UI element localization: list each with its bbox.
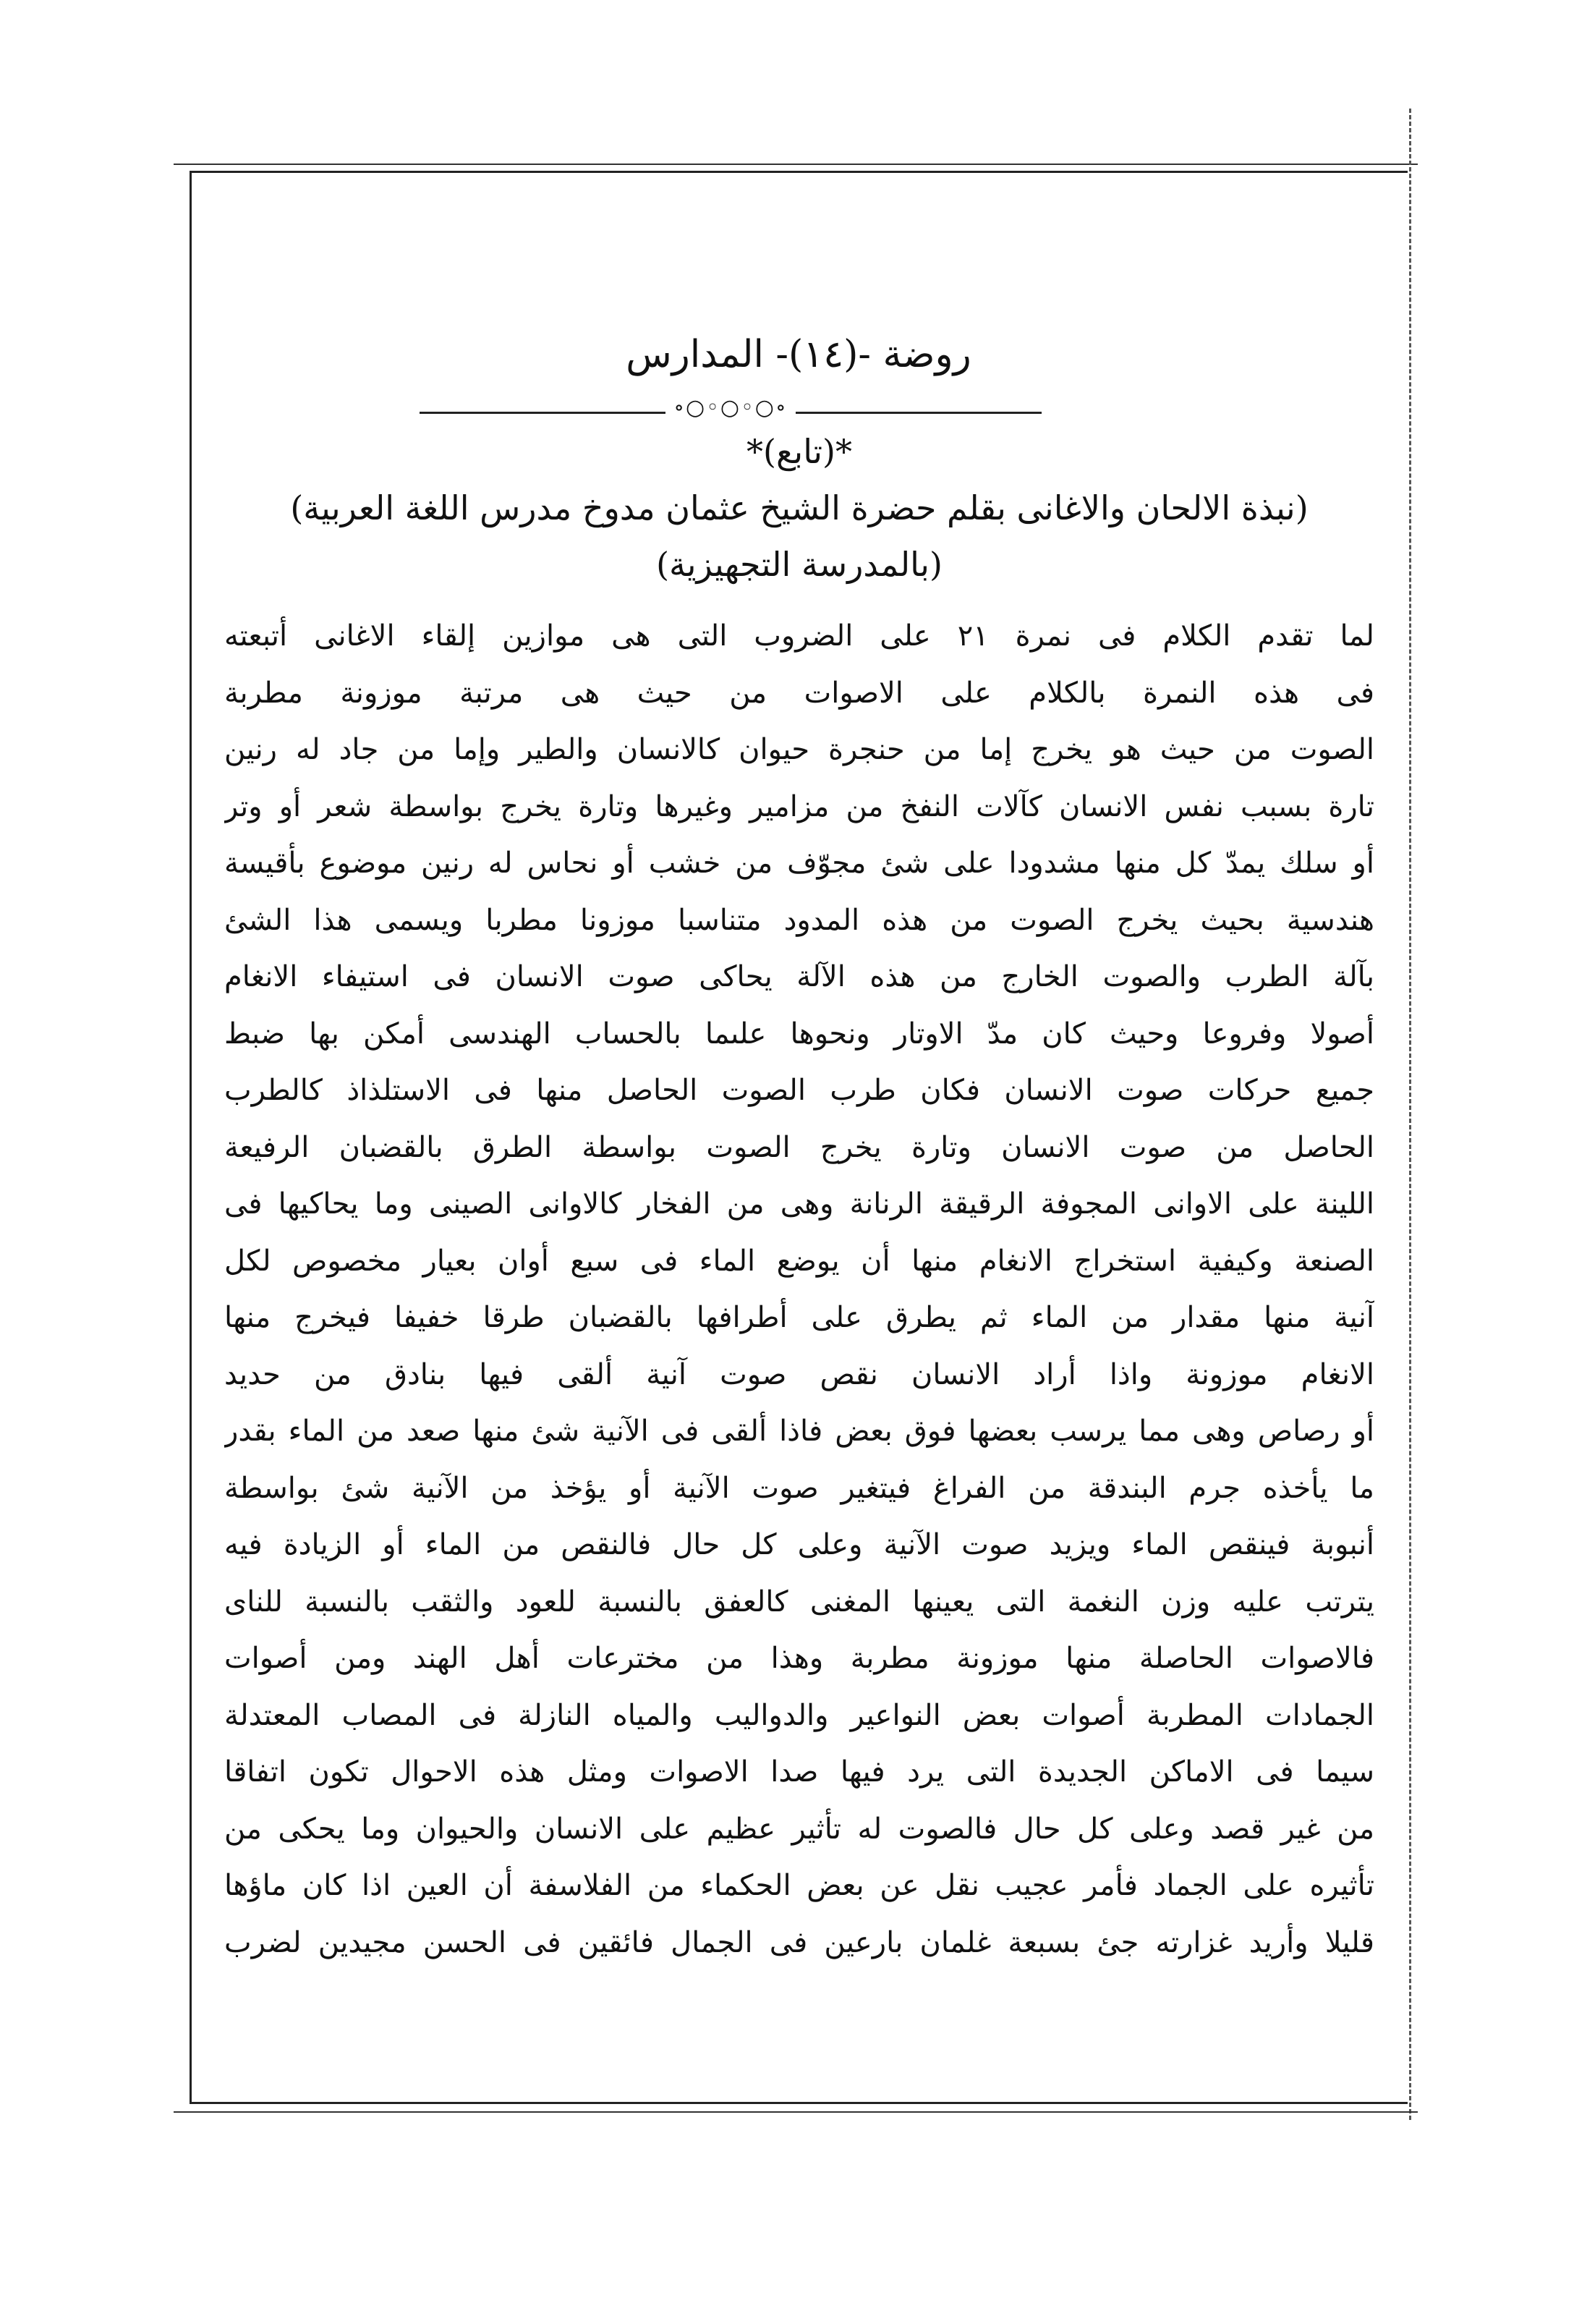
article-heading-block (217, 423, 1382, 593)
text-line: الصنعة وكيفية استخراج الانغام منها أن يوضع الماء فى سبع أوان بعيار مخصوص لكل (224, 1244, 1374, 1278)
text-line: بآلة الطرب والصوت الخارج من هذه الآلة يحاكى صوت الانسان فى استيفاء الانغام (224, 960, 1374, 993)
page-title: روضة -(١٤)- المدارس (626, 333, 971, 376)
text-line: تأثيره على الجماد فأمر عجيب نقل عن بعض الحكماء من الفلاسفة أن العين اذا كان ماؤها (224, 1869, 1374, 1902)
text-line: يترتب عليه وزن النغمة التى يعينها المغنى كالعفق بالنسبة للعود والثقب بالنسبة للناى (224, 1585, 1374, 1619)
text-line: آنية منها مقدار من الماء ثم يطرق على أطرافها بالقضبان طرقا خفيفا فيخرج منها (224, 1301, 1374, 1334)
text-line: فى هذه النمرة بالكلام على الاصوات من حيث هى مرتبة موزونة مطربة (224, 676, 1374, 710)
ornament-dots: ∘○◦○◦○∘ (673, 395, 788, 420)
text-line: أنبوبة فينقص الماء ويزيد صوت الآنية وعلى كل حال فالنقص من الماء أو الزيادة فيه (224, 1528, 1374, 1561)
bottom-rule (174, 2111, 1418, 2113)
text-line: أو سلك يمدّ كل منها مشدودا على شئ مجوّف من خشب أو نحاس له رنين موضوع بأقيسة (224, 847, 1374, 880)
text-line: من غير قصد وعلى كل حال فالصوت له تأثير عظيم على الانسان والحيوان وما يحكى من (224, 1812, 1374, 1846)
text-line: الانغام موزونة واذا أراد الانسان نقص صوت آنية ألقى فيها بنادق من حديد (224, 1357, 1374, 1391)
text-line: أصولا وفروعا وحيث كان مدّ الاوتار ونحوها علىما بالحساب الهندسى أمكن بها ضبط (224, 1017, 1374, 1051)
text-line: لما تقدم الكلام فى نمرة ٢١ على الضروب التى هى موازين إلقاء الاغانى أتبعته (224, 619, 1374, 653)
text-line: اللينة على الاوانى المجوفة الرقيقة الرنانة وهى من الفخار كالاوانى الصينى وما يحاكيها فى (224, 1187, 1374, 1221)
text-line: أو رصاص وهى مما يرسب بعضها فوق بعض فاذا ألقى فى الآنية شئ منها صعد من الماء بقدر (224, 1415, 1374, 1448)
text-line: ما يأخذه جرم البندقة من الفراغ فيتغير صوت الآنية أو يؤخذ من الآنية شئ بواسطة (224, 1471, 1374, 1505)
text-line: فالاصوات الحاصلة منها موزونة مطربة وهذا من مخترعات أهل الهند ومن أصوات (224, 1642, 1374, 1675)
text-line: قليلا وأريد غزارته جئ بسبعة غلمان بارعين فى الجمال فائقين فى الحسن مجيدين لضرب (224, 1925, 1374, 1959)
article-heading-sub: (بالمدرسة التجهيزية) (656, 545, 943, 584)
title-ornament (420, 395, 1042, 420)
article-heading: (نبذة الالحان والاغانى بقلم حضرة الشيخ عثمان مدوخ مدرس اللغة العربية) (290, 488, 1309, 527)
text-line: هندسية بحيث يخرج الصوت من هذه المدود متناسبا موزونا مطربا ويسمى هذا الشئ (224, 903, 1374, 937)
text-line: جميع حركات صوت الانسان فكان طرب الصوت الحاصل منها فى الاستلذاذ كالطرب (224, 1074, 1374, 1107)
top-rule (174, 164, 1418, 165)
text-line: الحاصل من صوت الانسان وتارة يخرج الصوت بواسطة الطرق بالقضبان الرفيعة (224, 1130, 1374, 1164)
ornament-line-left (420, 412, 665, 414)
text-line: الصوت من حيث هو يخرج إما من حنجرة حيوان كالانسان والطير وإما من جاد له رنين (224, 733, 1374, 766)
article-body (224, 608, 1374, 1971)
continued-label: *(تابع)* (746, 432, 852, 471)
ornament-line-right (796, 412, 1042, 414)
text-line: الجمادات المطربة أصوات بعض النواعير والدواليب والمياه النازلة فى المصاب المعتدلة (224, 1698, 1374, 1732)
text-line: سيما فى الاماكن الجديدة التى يرد فيها صدا الاصوات ومثل هذه الاحوال تكون اتفاقا (224, 1755, 1374, 1789)
scan-edge (1409, 109, 1411, 2120)
text-line: تارة بسبب نفس الانسان كآلات النفخ من مزامير وغيرها وتارة يخرج بواسطة شعر أو وتر (224, 789, 1374, 823)
